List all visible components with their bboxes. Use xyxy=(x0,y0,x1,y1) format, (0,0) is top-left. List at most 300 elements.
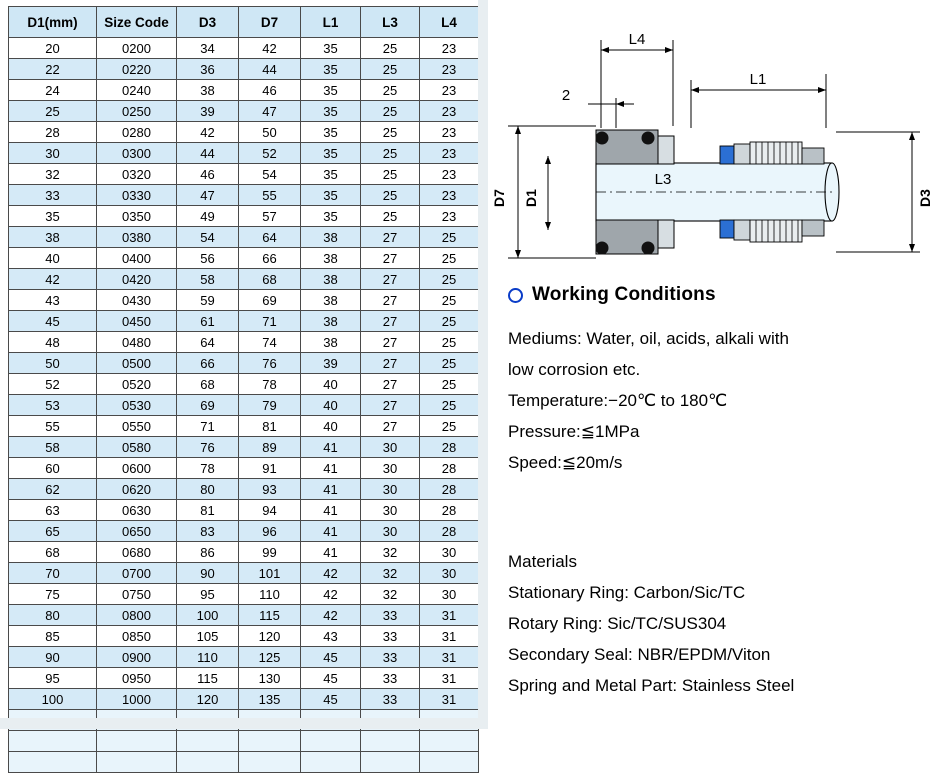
table-cell: 47 xyxy=(177,185,239,206)
table-cell: 45 xyxy=(301,668,361,689)
table-cell: 0420 xyxy=(97,269,177,290)
table-cell: 75 xyxy=(9,584,97,605)
working-conditions-list xyxy=(508,323,938,478)
seal-technical-drawing xyxy=(488,8,947,280)
table-cell: 0530 xyxy=(97,395,177,416)
working-conditions-line: Pressure:≦1MPa xyxy=(508,422,640,441)
table-cell: 33 xyxy=(361,668,420,689)
table-cell: 56 xyxy=(177,248,239,269)
table-row xyxy=(9,395,479,416)
table-cell: 27 xyxy=(361,374,420,395)
table-row xyxy=(9,164,479,185)
table-cell: 41 xyxy=(301,458,361,479)
table-cell: 95 xyxy=(9,668,97,689)
table-cell: 27 xyxy=(361,353,420,374)
table-cell: 25 xyxy=(420,374,479,395)
table-cell: 38 xyxy=(301,311,361,332)
table-cell: 64 xyxy=(177,332,239,353)
dim-label-l4: L4 xyxy=(628,31,646,48)
table-cell: 70 xyxy=(9,563,97,584)
table-cell: 23 xyxy=(420,122,479,143)
table-cell: 45 xyxy=(301,689,361,710)
table-cell: 31 xyxy=(420,668,479,689)
table-cell: 38 xyxy=(301,290,361,311)
table-cell-empty xyxy=(361,752,420,773)
table-cell: 35 xyxy=(301,122,361,143)
table-cell: 25 xyxy=(420,353,479,374)
table-cell: 35 xyxy=(301,206,361,227)
table-cell: 25 xyxy=(361,38,420,59)
table-row xyxy=(9,416,479,437)
table-cell: 20 xyxy=(9,38,97,59)
table-cell: 96 xyxy=(239,521,301,542)
table-cell: 0380 xyxy=(97,227,177,248)
table-cell: 99 xyxy=(239,542,301,563)
working-conditions-heading xyxy=(508,284,716,306)
table-cell: 23 xyxy=(420,38,479,59)
working-conditions-title: Working Conditions xyxy=(532,284,716,305)
table-cell: 35 xyxy=(301,185,361,206)
table-cell-empty xyxy=(301,752,361,773)
table-cell: 25 xyxy=(420,269,479,290)
table-cell: 25 xyxy=(361,185,420,206)
table-cell: 55 xyxy=(239,185,301,206)
table-cell: 86 xyxy=(177,542,239,563)
table-cell: 27 xyxy=(361,290,420,311)
table-row xyxy=(9,269,479,290)
table-cell: 32 xyxy=(9,164,97,185)
table-cell-empty xyxy=(420,731,479,752)
table-cell: 27 xyxy=(361,416,420,437)
table-cell: 0950 xyxy=(97,668,177,689)
table-cell-empty xyxy=(97,731,177,752)
table-cell: 0330 xyxy=(97,185,177,206)
column-header-l1: L1 xyxy=(301,7,361,38)
table-cell: 27 xyxy=(361,395,420,416)
materials-title: Materials xyxy=(508,552,577,571)
table-row xyxy=(9,542,479,563)
dim-label-l1: L1 xyxy=(749,71,767,88)
table-cell: 76 xyxy=(177,437,239,458)
table-cell: 54 xyxy=(239,164,301,185)
dim-label-d7: D7 xyxy=(491,189,507,207)
table-row xyxy=(9,563,479,584)
table-cell: 110 xyxy=(177,647,239,668)
table-cell: 0250 xyxy=(97,101,177,122)
table-cell-empty xyxy=(239,752,301,773)
table-cell: 89 xyxy=(239,437,301,458)
table-cell: 43 xyxy=(301,626,361,647)
table-cell: 25 xyxy=(361,206,420,227)
table-cell-empty xyxy=(9,752,97,773)
table-cell: 46 xyxy=(239,80,301,101)
table-cell: 69 xyxy=(177,395,239,416)
table-cell: 31 xyxy=(420,689,479,710)
table-cell: 48 xyxy=(9,332,97,353)
table-cell: 23 xyxy=(420,185,479,206)
dim-label-d1: D1 xyxy=(523,189,539,207)
table-cell: 25 xyxy=(361,101,420,122)
table-cell: 45 xyxy=(301,647,361,668)
table-cell: 31 xyxy=(420,605,479,626)
table-cell: 23 xyxy=(420,59,479,80)
table-row xyxy=(9,122,479,143)
table-cell: 80 xyxy=(177,479,239,500)
table-cell: 28 xyxy=(420,521,479,542)
table-row xyxy=(9,248,479,269)
table-row xyxy=(9,500,479,521)
table-row xyxy=(9,227,479,248)
table-cell: 0220 xyxy=(97,59,177,80)
table-cell: 68 xyxy=(9,542,97,563)
table-cell: 41 xyxy=(301,500,361,521)
table-cell: 39 xyxy=(301,353,361,374)
table-cell: 64 xyxy=(239,227,301,248)
table-row-empty xyxy=(9,752,479,773)
table-cell: 0520 xyxy=(97,374,177,395)
table-row xyxy=(9,332,479,353)
table-cell: 0550 xyxy=(97,416,177,437)
table-cell: 115 xyxy=(177,668,239,689)
table-cell: 0240 xyxy=(97,80,177,101)
table-cell-empty xyxy=(239,731,301,752)
table-cell: 28 xyxy=(420,458,479,479)
table-cell: 53 xyxy=(9,395,97,416)
table-cell: 90 xyxy=(9,647,97,668)
table-cell: 0320 xyxy=(97,164,177,185)
table-cell: 25 xyxy=(361,122,420,143)
spec-table-container xyxy=(8,6,478,773)
table-cell: 95 xyxy=(177,584,239,605)
table-cell: 0850 xyxy=(97,626,177,647)
table-cell: 61 xyxy=(177,311,239,332)
table-cell: 30 xyxy=(361,521,420,542)
materials-line: Secondary Seal: NBR/EPDM/Viton xyxy=(508,645,771,664)
table-cell: 40 xyxy=(301,374,361,395)
table-row xyxy=(9,101,479,122)
table-row xyxy=(9,626,479,647)
dim-label-2: 2 xyxy=(561,87,571,104)
table-cell: 0750 xyxy=(97,584,177,605)
table-cell: 94 xyxy=(239,500,301,521)
table-cell: 23 xyxy=(420,164,479,185)
spec-table-head xyxy=(9,7,479,38)
table-cell: 30 xyxy=(420,563,479,584)
table-cell: 50 xyxy=(239,122,301,143)
table-cell: 0650 xyxy=(97,521,177,542)
table-cell: 45 xyxy=(9,311,97,332)
table-row xyxy=(9,521,479,542)
table-cell: 78 xyxy=(239,374,301,395)
materials-section xyxy=(508,546,938,701)
table-cell: 0630 xyxy=(97,500,177,521)
table-cell: 23 xyxy=(420,143,479,164)
table-cell-empty xyxy=(420,752,479,773)
table-cell: 28 xyxy=(420,500,479,521)
table-cell: 25 xyxy=(420,311,479,332)
table-cell: 69 xyxy=(239,290,301,311)
table-cell-empty xyxy=(177,752,239,773)
table-cell: 58 xyxy=(177,269,239,290)
table-cell: 32 xyxy=(361,542,420,563)
column-header-d1: D1(mm) xyxy=(9,7,97,38)
table-cell: 1000 xyxy=(97,689,177,710)
table-cell: 25 xyxy=(9,101,97,122)
table-cell: 28 xyxy=(420,437,479,458)
table-cell: 68 xyxy=(177,374,239,395)
table-cell: 35 xyxy=(301,143,361,164)
panel-divider xyxy=(478,0,488,729)
table-cell: 41 xyxy=(301,479,361,500)
table-cell: 49 xyxy=(177,206,239,227)
table-cell: 57 xyxy=(239,206,301,227)
table-cell: 35 xyxy=(301,101,361,122)
table-cell: 100 xyxy=(177,605,239,626)
table-cell: 101 xyxy=(239,563,301,584)
table-cell: 42 xyxy=(301,584,361,605)
table-cell: 74 xyxy=(239,332,301,353)
table-cell: 40 xyxy=(9,248,97,269)
table-row xyxy=(9,584,479,605)
table-cell: 0900 xyxy=(97,647,177,668)
table-row xyxy=(9,143,479,164)
table-cell: 27 xyxy=(361,332,420,353)
table-cell: 30 xyxy=(361,500,420,521)
column-header-d7: D7 xyxy=(239,7,301,38)
table-cell: 0430 xyxy=(97,290,177,311)
materials-line: Stationary Ring: Carbon/Sic/TC xyxy=(508,583,746,602)
table-cell: 0580 xyxy=(97,437,177,458)
table-cell: 0450 xyxy=(97,311,177,332)
table-cell: 62 xyxy=(9,479,97,500)
table-cell: 23 xyxy=(420,80,479,101)
table-cell: 130 xyxy=(239,668,301,689)
table-cell: 30 xyxy=(361,479,420,500)
table-row xyxy=(9,38,479,59)
table-cell: 33 xyxy=(361,605,420,626)
table-cell: 39 xyxy=(177,101,239,122)
table-cell: 35 xyxy=(301,164,361,185)
table-cell: 91 xyxy=(239,458,301,479)
table-cell: 30 xyxy=(9,143,97,164)
table-cell: 135 xyxy=(239,689,301,710)
table-cell: 31 xyxy=(420,626,479,647)
table-cell: 33 xyxy=(9,185,97,206)
table-row xyxy=(9,290,479,311)
table-header-row xyxy=(9,7,479,38)
table-cell: 60 xyxy=(9,458,97,479)
table-cell: 0350 xyxy=(97,206,177,227)
table-cell: 25 xyxy=(361,143,420,164)
table-cell: 42 xyxy=(301,563,361,584)
table-cell: 25 xyxy=(420,290,479,311)
table-cell: 120 xyxy=(177,689,239,710)
table-cell: 81 xyxy=(239,416,301,437)
table-row xyxy=(9,80,479,101)
table-cell: 76 xyxy=(239,353,301,374)
table-cell: 46 xyxy=(177,164,239,185)
circle-outline-icon xyxy=(508,288,523,303)
table-cell: 54 xyxy=(177,227,239,248)
table-cell: 58 xyxy=(9,437,97,458)
table-cell: 25 xyxy=(361,59,420,80)
table-cell-empty xyxy=(97,752,177,773)
table-cell: 80 xyxy=(9,605,97,626)
table-cell: 38 xyxy=(301,248,361,269)
table-row xyxy=(9,647,479,668)
table-cell: 0700 xyxy=(97,563,177,584)
table-cell: 59 xyxy=(177,290,239,311)
table-cell: 47 xyxy=(239,101,301,122)
table-cell: 65 xyxy=(9,521,97,542)
table-cell: 0620 xyxy=(97,479,177,500)
table-cell: 44 xyxy=(177,143,239,164)
table-cell: 43 xyxy=(9,290,97,311)
table-cell-empty xyxy=(177,731,239,752)
table-cell: 0600 xyxy=(97,458,177,479)
table-cell: 38 xyxy=(177,80,239,101)
materials-line: Spring and Metal Part: Stainless Steel xyxy=(508,676,795,695)
table-cell: 24 xyxy=(9,80,97,101)
table-row-empty xyxy=(9,731,479,752)
table-cell: 52 xyxy=(9,374,97,395)
table-cell: 34 xyxy=(177,38,239,59)
table-row xyxy=(9,668,479,689)
table-cell: 105 xyxy=(177,626,239,647)
table-cell: 41 xyxy=(301,542,361,563)
right-panel xyxy=(488,0,947,729)
table-cell: 79 xyxy=(239,395,301,416)
table-cell: 83 xyxy=(177,521,239,542)
table-cell: 35 xyxy=(301,80,361,101)
table-cell: 23 xyxy=(420,101,479,122)
table-cell: 42 xyxy=(301,605,361,626)
column-header-l3: L3 xyxy=(361,7,420,38)
dim-label-l3: L3 xyxy=(654,171,672,188)
table-cell: 0280 xyxy=(97,122,177,143)
table-cell: 35 xyxy=(301,59,361,80)
working-conditions-line: Mediums: Water, oil, acids, alkali with xyxy=(508,329,789,348)
table-cell: 27 xyxy=(361,311,420,332)
table-cell: 71 xyxy=(177,416,239,437)
table-cell: 115 xyxy=(239,605,301,626)
table-cell: 25 xyxy=(420,416,479,437)
table-cell: 68 xyxy=(239,269,301,290)
table-cell: 52 xyxy=(239,143,301,164)
table-cell: 0200 xyxy=(97,38,177,59)
table-row xyxy=(9,59,479,80)
table-cell: 27 xyxy=(361,227,420,248)
table-cell-empty xyxy=(9,731,97,752)
table-cell: 38 xyxy=(301,269,361,290)
table-cell: 0300 xyxy=(97,143,177,164)
table-cell: 120 xyxy=(239,626,301,647)
table-cell: 30 xyxy=(361,437,420,458)
table-cell: 23 xyxy=(420,206,479,227)
table-cell: 63 xyxy=(9,500,97,521)
table-row xyxy=(9,479,479,500)
table-cell: 27 xyxy=(361,248,420,269)
table-cell: 90 xyxy=(177,563,239,584)
table-row xyxy=(9,458,479,479)
table-cell: 50 xyxy=(9,353,97,374)
table-cell: 30 xyxy=(361,458,420,479)
table-cell: 41 xyxy=(301,437,361,458)
table-cell: 125 xyxy=(239,647,301,668)
table-cell: 27 xyxy=(361,269,420,290)
table-cell: 25 xyxy=(361,164,420,185)
table-row xyxy=(9,185,479,206)
table-cell: 33 xyxy=(361,647,420,668)
table-cell: 28 xyxy=(9,122,97,143)
table-row xyxy=(9,353,479,374)
table-cell: 32 xyxy=(361,584,420,605)
table-cell: 42 xyxy=(9,269,97,290)
table-cell: 55 xyxy=(9,416,97,437)
table-cell: 25 xyxy=(420,248,479,269)
table-cell: 40 xyxy=(301,395,361,416)
table-cell: 0800 xyxy=(97,605,177,626)
dim-label-d3: D3 xyxy=(917,189,933,207)
table-cell: 41 xyxy=(301,521,361,542)
table-cell: 25 xyxy=(420,227,479,248)
table-cell: 42 xyxy=(177,122,239,143)
table-cell: 33 xyxy=(361,689,420,710)
table-cell: 38 xyxy=(301,332,361,353)
table-cell: 66 xyxy=(239,248,301,269)
table-cell: 25 xyxy=(361,80,420,101)
table-cell: 32 xyxy=(361,563,420,584)
table-cell: 30 xyxy=(420,542,479,563)
table-cell: 31 xyxy=(420,647,479,668)
table-row xyxy=(9,689,479,710)
working-conditions-line: Speed:≦20m/s xyxy=(508,453,623,472)
table-cell: 78 xyxy=(177,458,239,479)
table-cell: 100 xyxy=(9,689,97,710)
column-header-d3: D3 xyxy=(177,7,239,38)
table-cell: 22 xyxy=(9,59,97,80)
table-cell: 93 xyxy=(239,479,301,500)
table-cell: 110 xyxy=(239,584,301,605)
working-conditions-line: Temperature:−20℃ to 180℃ xyxy=(508,391,728,410)
table-cell: 0680 xyxy=(97,542,177,563)
table-cell: 44 xyxy=(239,59,301,80)
table-cell: 85 xyxy=(9,626,97,647)
table-cell: 71 xyxy=(239,311,301,332)
table-row xyxy=(9,311,479,332)
spec-table xyxy=(8,6,479,773)
table-cell: 35 xyxy=(301,38,361,59)
table-cell: 28 xyxy=(420,479,479,500)
table-cell: 66 xyxy=(177,353,239,374)
table-row xyxy=(9,374,479,395)
table-cell: 40 xyxy=(301,416,361,437)
table-cell: 36 xyxy=(177,59,239,80)
table-cell: 30 xyxy=(420,584,479,605)
spec-table-body xyxy=(9,38,479,773)
table-cell: 81 xyxy=(177,500,239,521)
table-cell: 0500 xyxy=(97,353,177,374)
table-row xyxy=(9,206,479,227)
drawing-svg xyxy=(488,8,947,280)
table-cell: 35 xyxy=(9,206,97,227)
working-conditions-line: low corrosion etc. xyxy=(508,360,641,379)
materials-line: Rotary Ring: Sic/TC/SUS304 xyxy=(508,614,727,633)
table-cell-empty xyxy=(361,731,420,752)
table-cell: 33 xyxy=(361,626,420,647)
table-cell: 38 xyxy=(301,227,361,248)
table-cell: 0400 xyxy=(97,248,177,269)
